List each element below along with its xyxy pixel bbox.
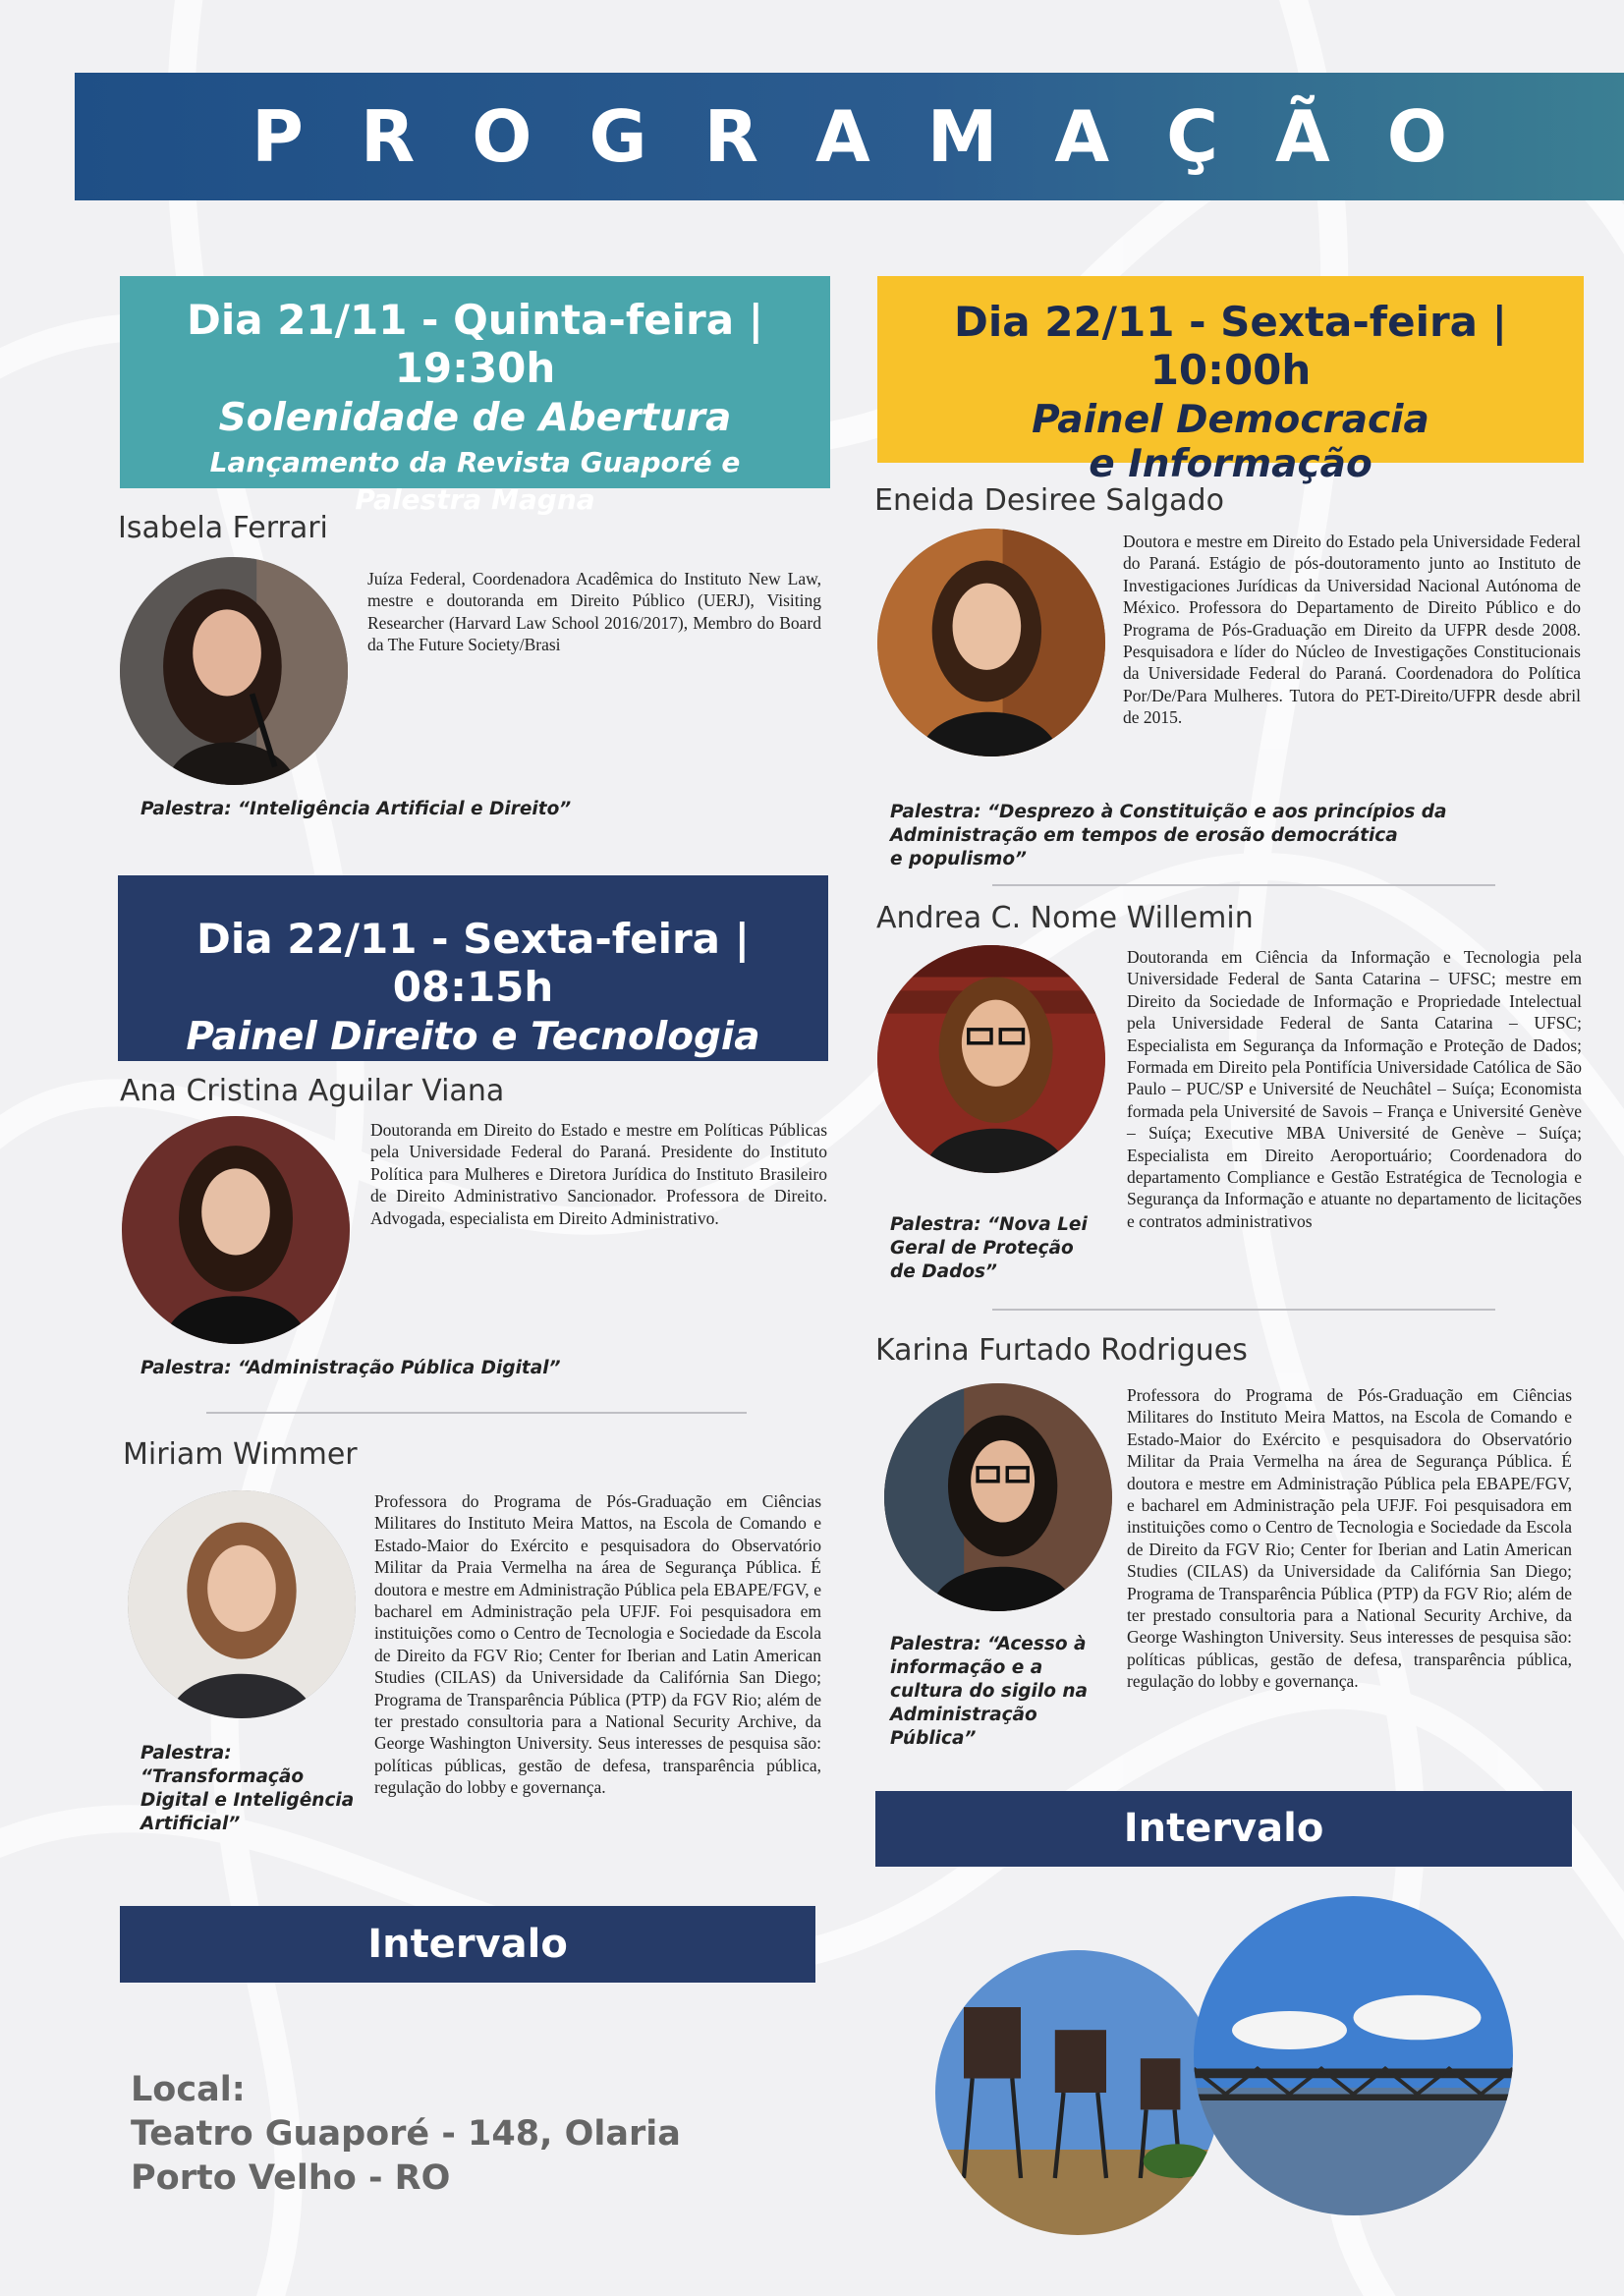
- talk-line: Palestra: “Desprezo à Constituição e aos princípios da: [890, 802, 1447, 822]
- location: [131, 2068, 681, 2201]
- talk-title: [140, 1742, 376, 1836]
- speaker-photo-eneida: [877, 529, 1105, 756]
- day2-morning-header: [118, 875, 828, 1061]
- speaker-name: Ana Cristina Aguilar Viana: [120, 1074, 505, 1108]
- talk-line: Administração Pública”: [890, 1705, 1037, 1749]
- day1-subtitle: Solenidade de Abertura: [218, 396, 732, 440]
- talk-line: de Dados”: [890, 1261, 997, 1282]
- talk-line: Digital e Inteligência: [140, 1790, 355, 1811]
- talk-title: [890, 801, 1578, 871]
- day2-panel-header: [877, 276, 1584, 486]
- day2-morning-subtitle: Painel Direito e Tecnologia: [186, 1015, 760, 1059]
- speaker-photo-ana: [122, 1116, 350, 1344]
- location-line1: Teatro Guaporé - 148, Olaria: [131, 2114, 681, 2154]
- speaker-photo-karina: [884, 1383, 1112, 1611]
- bridge-photo: [1194, 1896, 1513, 2215]
- day2-panel-subtitle-line1: Painel Democracia: [1032, 398, 1429, 442]
- talk-line: Palestra:: [140, 1743, 232, 1764]
- talk-line: Geral de Proteção: [890, 1238, 1074, 1259]
- divider: [992, 1309, 1495, 1311]
- talk-title: Palestra: “Inteligência Artificial e Direito”: [140, 799, 572, 819]
- speaker-bio: Doutora e mestre em Direito do Estado pela Universidade Federal do Paraná. Estágio de pós-doutoramento junto ao Instituto de Investigaciones Jurídicas da Universidad Nacional Autónoma de México. Professora do Departamento de Direito Público e do Programa de Pós-Graduação em Direito da UFPR desde 2008. Pesquisadora e líder do Núcleo de Investigações Constitucionais da Universidade Federal do Paraná. Coordenadora do Política Por/De/Para Mulheres. Tutora do PET-Direito/UFPR desde abril de 2015.: [1123, 532, 1581, 728]
- talk-line: “Transformação: [140, 1766, 305, 1787]
- talk-title: [890, 1213, 1126, 1284]
- speaker-photo-isabela: [120, 557, 348, 785]
- talk-line: Artificial”: [140, 1814, 241, 1834]
- title-banner: [75, 73, 1624, 200]
- interval-banner-left: Intervalo: [120, 1906, 815, 1983]
- talk-line: Administração em tempos de erosão democrática: [890, 825, 1398, 846]
- talk-line: Palestra: “Acesso à: [890, 1634, 1087, 1654]
- talk-line: Palestra: “Nova Lei: [890, 1214, 1088, 1235]
- speaker-bio: Professora do Programa de Pós-Graduação em Ciências Militares do Instituto Meira Mattos, na Escola de Comando e Estado-Maior do Exército e pesquisadora do Observatório Militar da Praia Vermelha na área de Segurança Pública. É doutora e mestre em Administração Pública pela EBAPE/FGV, e bacharel em Administração pela UFJF. Foi pesquisadora em instituições como o Centro de Tecnologia e Sociedade da Escola de Direito da FGV Rio; Center for Iberian and Latin American Studies (CILAS) da Universidade da Califórnia San Diego; Programa de Transparência Pública (PTP) da FGV Rio; além de ter prestado consultoria para a National Security Archive, da George Washington University. Seus interesses de pesquisa são: políticas públicas, gestão de defesa, transparência pública, regulação do lobby e governança.: [1127, 1385, 1572, 1692]
- talk-title: Palestra: “Administração Pública Digital”: [140, 1358, 561, 1378]
- speaker-photo-miriam: [128, 1490, 356, 1718]
- speaker-bio: Juíza Federal, Coordenadora Acadêmica do Instituto New Law, mestre e doutoranda em Direito Público (UERJ), Visiting Researcher (Harvard Law School 2016/2017), Membro do Board da The Future Society/Brasi: [367, 569, 821, 655]
- speaker-photo-andrea: [877, 945, 1105, 1173]
- location-label: Local:: [131, 2070, 246, 2109]
- speaker-name: Eneida Desiree Salgado: [874, 483, 1224, 518]
- speaker-name: Karina Furtado Rodrigues: [875, 1333, 1248, 1368]
- talk-title: [890, 1633, 1126, 1751]
- divider: [992, 884, 1495, 886]
- day1-heading: Dia 21/11 - Quinta-feira | 19:30h: [186, 296, 764, 392]
- day2-morning-heading: Dia 22/11 - Sexta-feira | 08:15h: [196, 915, 750, 1011]
- speaker-name: Isabela Ferrari: [118, 511, 328, 545]
- speaker-bio: Doutoranda em Direito do Estado e mestre em Políticas Públicas pela Universidade Federal do Paraná. Presidente do Instituto Política para Mulheres e Diretora Jurídica do Instituto Brasileiro de Direito Administrativo Sancionador. Professora de Direito. Advogada, especialista em Direito Administrativo.: [370, 1120, 827, 1228]
- day1-header: [120, 276, 830, 516]
- talk-line: e populismo”: [890, 849, 1027, 869]
- talk-line: informação e a: [890, 1657, 1043, 1678]
- day1-detail-line1: Lançamento da Revista Guaporé e: [209, 446, 741, 478]
- water-towers-photo: [935, 1950, 1220, 2235]
- day2-panel-subtitle-line2: e Informação: [1089, 442, 1372, 486]
- divider: [206, 1412, 747, 1414]
- page-title: PROGRAMAÇÃO: [252, 95, 1504, 178]
- speaker-name: Miriam Wimmer: [123, 1437, 358, 1472]
- speaker-name: Andrea C. Nome Willemin: [876, 901, 1254, 935]
- speaker-bio: Doutoranda em Ciência da Informação e Tecnologia pela Universidade Federal de Santa Catarina – UFSC; mestre em Direito da Sociedade de Informação e Propriedade Intelectual pela Universidade Federal de Santa Catarina – UFSC; Especialista em Segurança da Informação e Proteção de Dados; Formada em Direito pela Pontifícia Universidade Católica de São Paulo – PUC/SP e Université de Neuchâtel – Suíça; Economista formada pela Université de Savois – França e Université Genève – Suíça; Executive MBA Université de Genève – Suíça; Especialista em Direito Aeroportuário; Coordenadora do departamento Compliance e Gestão Estratégica de Tecnologia e Segurança da Informação e atuante no departamento de licitações e contratos administrativos: [1127, 947, 1582, 1231]
- interval-banner-right: Intervalo: [875, 1791, 1572, 1867]
- location-line2: Porto Velho - RO: [131, 2158, 451, 2198]
- day2-panel-heading: Dia 22/11 - Sexta-feira | 10:00h: [954, 298, 1507, 394]
- talk-line: cultura do sigilo na: [890, 1681, 1089, 1702]
- day1-detail-line2: Palestra Magna: [355, 483, 595, 516]
- speaker-bio: Professora do Programa de Pós-Graduação em Ciências Militares do Instituto Meira Mattos, na Escola de Comando e Estado-Maior do Exército e pesquisadora do Observatório Militar da Praia Vermelha na área de Segurança Pública. É doutora e mestre em Administração Pública pela EBAPE/FGV, e bacharel em Administração pela UFJF. Foi pesquisadora em instituições como o Centro de Tecnologia e Sociedade da Escola de Direito da FGV Rio; Center for Iberian and Latin American Studies (CILAS) da Universidade da Califórnia San Diego; Programa de Transparência Pública (PTP) da FGV Rio; além de ter prestado consultoria para a National Security Archive, da George Washington University. Seus interesses de pesquisa são: políticas públicas, gestão de defesa, transparência pública, regulação do lobby e governança.: [374, 1491, 821, 1798]
